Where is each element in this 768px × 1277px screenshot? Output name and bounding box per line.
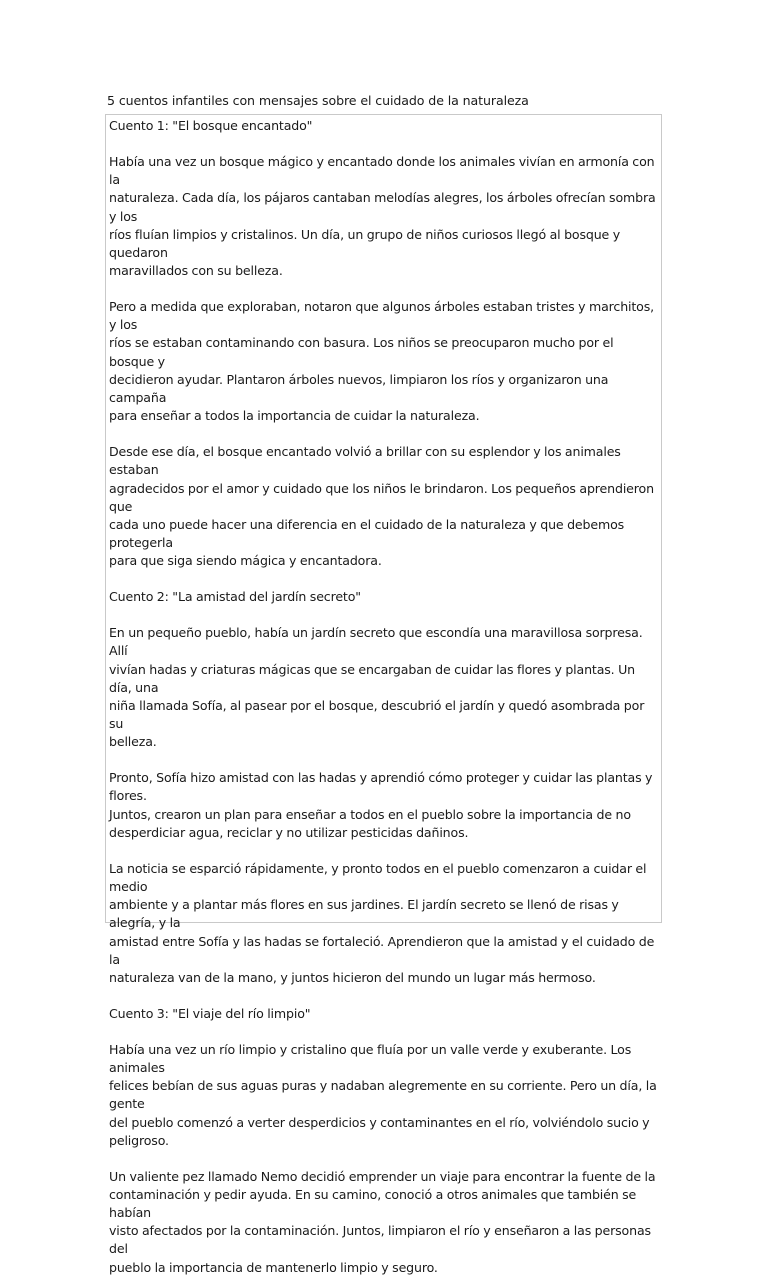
story-3-paragraph-2: Un valiente pez llamado Nemo decidió emprender un viaje para encontrar la fuente de la contaminación y pedir ayuda. En su camino, conoció a otros animales que también se habían visto afectados por la contaminación. Juntos, limpiaron el río y enseñaron a las personas del pueblo la importancia de mantenerlo limpio y seguro.	[109, 1168, 656, 1275]
story-2-paragraph-2: Pronto, Sofía hizo amistad con las hadas y aprendió cómo proteger y cuidar las plantas y flores. Juntos, crearon un plan para enseñar a todos en el pueblo sobre la importancia de no desperdiciar agua, reciclar y no utilizar pesticidas dañinos.	[109, 770, 653, 840]
story-1-paragraph-1: Había una vez un bosque mágico y encantado donde los animales vivían en armonía con la naturaleza. Cada día, los pájaros cantaban melodías alegres, los árboles ofrecían sombra y los ríos fluían limpios y cristalinos. Un día, un grupo de niños curiosos llegó al bosque y quedaron maravillados con su belleza.	[109, 153, 656, 279]
document-title: 5 cuentos infantiles con mensajes sobre el cuidado de la naturaleza	[107, 93, 529, 108]
story-1-heading: Cuento 1: "El bosque encantado"	[109, 118, 313, 133]
story-1-paragraph-3: Desde ese día, el bosque encantado volvió a brillar con su esplendor y los animales estaban agradecidos por el amor y cuidado que los niños le brindaron. Los pequeños aprendieron que cada uno puede hacer una diferencia en el cuidado de la naturaleza y que debemos protegerla para que siga siendo mágica y encantadora.	[109, 444, 654, 569]
story-2-paragraph-3: La noticia se esparció rápidamente, y pronto todos en el pueblo comenzaron a cuidar el medio ambiente y a plantar más flores en sus jardines. El jardín secreto se llenó de risas y alegría, y la amistad entre Sofía y las hadas se fortaleció. Aprendieron que la amistad y el cuidado de la naturaleza van de la mano, y juntos hicieron del mundo un lugar más hermoso.	[109, 860, 655, 985]
story-2-heading: Cuento 2: "La amistad del jardín secreto"	[109, 589, 361, 605]
document-page	[105, 114, 662, 1275]
story-3-paragraph-1: Había una vez un río limpio y cristalino que fluía por un valle verde y exuberante. Los animales felices bebían de sus aguas puras y nadaban alegremente en su corriente. Pero un día, la gente del pueblo comenzó a verter desperdicios y contaminantes en el río, volviéndolo sucio y peligroso.	[109, 1041, 657, 1148]
story-2-paragraph-1: En un pequeño pueblo, había un jardín secreto que escondía una maravillosa sorpresa. Allí vivían hadas y criaturas mágicas que se encargaban de cuidar las flores y plantas. Un día, una niña llamada Sofía, al pasear por el bosque, descubrió el jardín y quedó asombrada por su belleza.	[109, 625, 645, 750]
story-1-paragraph-2: Pero a medida que exploraban, notaron que algunos árboles estaban tristes y marchitos, y los ríos se estaban contaminando con basura. Los niños se preocuparon mucho por el bosque y decidieron ayudar. Plantaron árboles nuevos, limpiaron los ríos y organizaron una campaña para enseñar a todos la importancia de cuidar la naturaleza.	[109, 299, 654, 424]
story-3-heading: Cuento 3: "El viaje del río limpio"	[109, 1005, 311, 1021]
